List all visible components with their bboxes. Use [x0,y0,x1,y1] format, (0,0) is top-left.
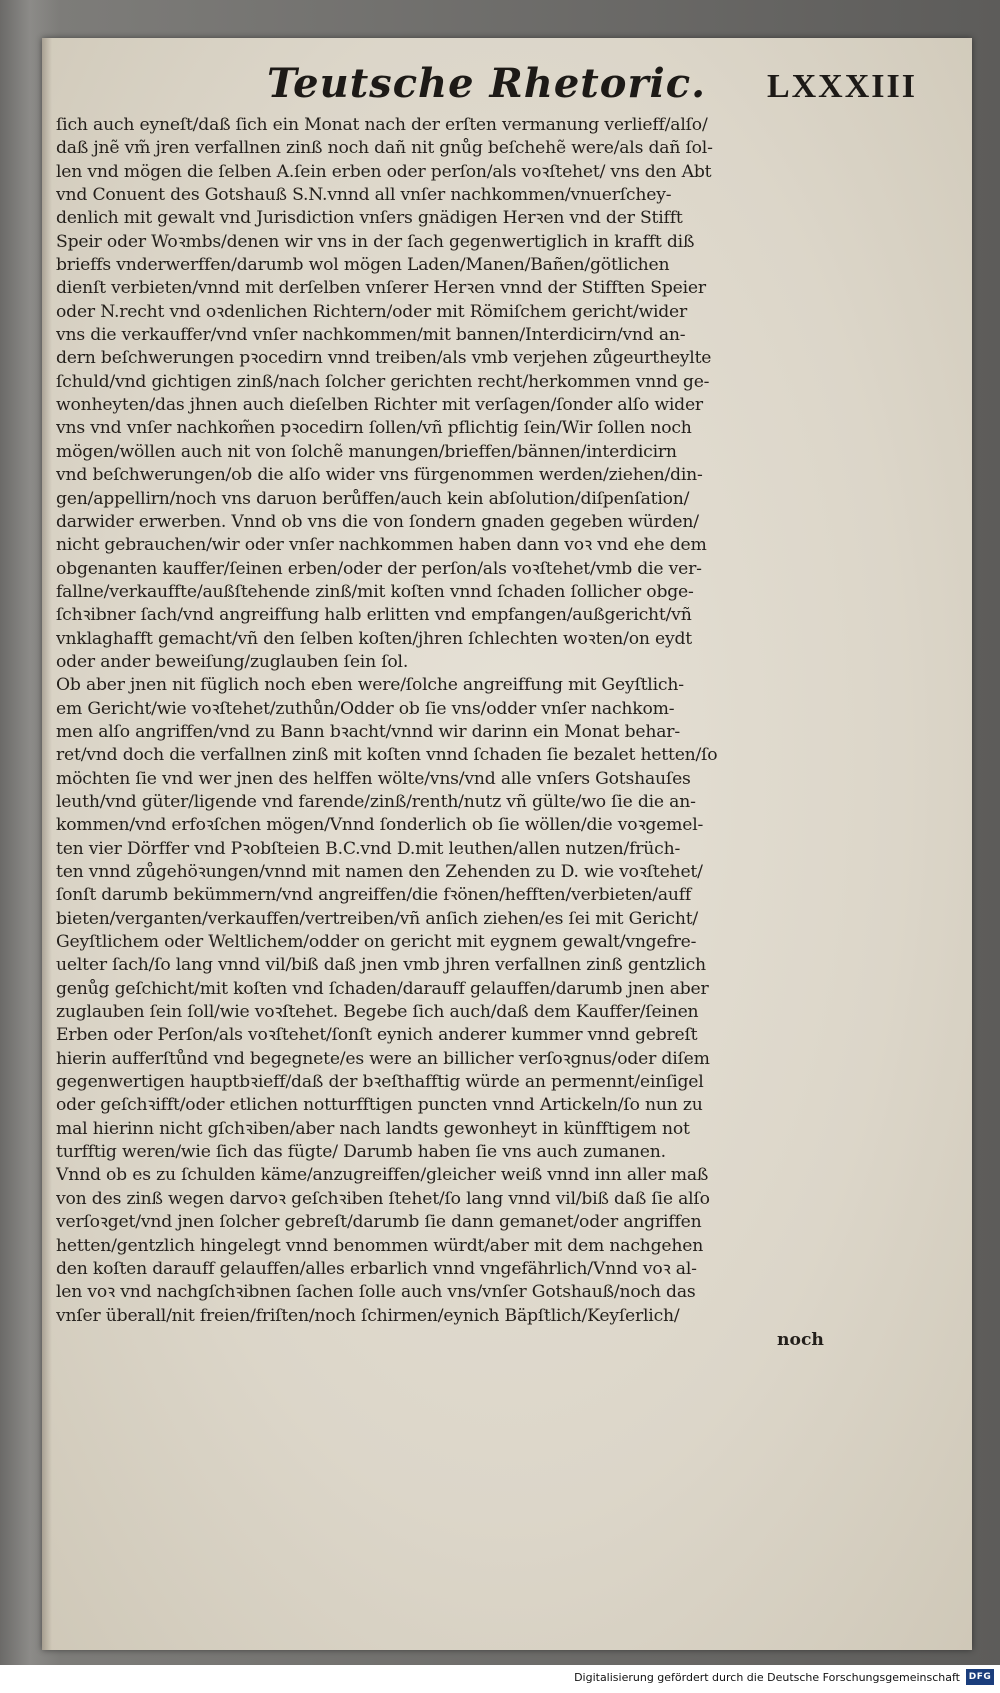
page-gutter-shadow [42,38,52,1650]
text-line: ſonſt darumb bekümmern/vnd angreiffen/die fꝛönen/hefften/verbieten/auff [56,885,692,906]
text-line: gegenwertigen hauptbꝛieff/daß der bꝛeſthafftig würde an permennt/einſigel [56,1072,704,1093]
text-line: oder ander beweiſung/zuglauben ſein ſol. [56,651,409,672]
text-line: nicht gebrauchen/wir oder vnſer nachkommen haben dann voꝛ vnd ehe dem [56,535,707,556]
text-line: dern beſchwerungen pꝛocedirn vnnd treiben/als vmb verjehen zůgeurtheylte [56,348,712,369]
text-line: len voꝛ vnd nachgſchꝛibnen ſachen ſolle auch vns/vnſer Gotshauß/noch das [56,1282,696,1303]
text-line: verſoꝛget/vnd jnen ſolcher gebreſt/darumb ſie dann gemanet/oder angriffen [56,1212,702,1233]
text-line: ſchuld/vnd gichtigen zinß/nach ſolcher gerichten recht/herkommen vnnd ge- [56,371,710,392]
book-page [42,38,972,1650]
text-line: mögen/wöllen auch nit von ſolchẽ manungen/brieffen/bännen/interdicirn [56,441,677,462]
running-title: Teutsche Rhetoric. [267,60,706,107]
body-text [56,114,826,1328]
text-line: Geyſtlichem oder Weltlichem/odder on gericht mit eygnem gewalt/vngefre- [56,932,697,953]
text-line: vns vnd vnſer nachkom̃en pꝛocedirn ſollen/vñ pflichtig ſein/Wir ſollen noch [56,418,692,439]
text-line: Erben oder Perſon/als voꝛſtehet/ſonſt eynich anderer kummer vnnd gebreſt [56,1025,698,1046]
text-line: ret/vnd doch die verfallnen zinß mit koſten vnnd ſchaden ſie bezalet hetten/ſo [56,745,718,766]
text-line: bieten/verganten/verkauffen/vertreiben/vñ anſich ziehen/es ſei mit Gericht/ [56,908,698,929]
text-line: den koſten darauff gelauffen/alles erbarlich vnnd vngefährlich/Vnnd voꝛ al- [56,1258,697,1279]
text-line: vnd beſchwerungen/ob die alſo wider vns fürgenommen werden/ziehen/din- [56,465,703,486]
text-line: darwider erwerben. Vnnd ob vns die von ſondern gnaden gegeben würden/ [56,511,699,532]
text-line: fallne/verkauffte/außſtehende zinß/mit koſten vnnd ſchaden ſollicher obge- [56,581,694,602]
text-line: oder geſchꝛifft/oder etlichen notturfftigen puncten vnnd Artickeln/ſo nun zu [56,1095,703,1116]
text-line: obgenanten kauffer/ſeinen erben/oder der perſon/als voꝛſtehet/vmb die ver- [56,558,702,579]
text-line: oder N.recht vnd oꝛdenlichen Richtern/oder mit Römiſchem gericht/wider [56,301,688,322]
text-line: em Gericht/wie voꝛſtehet/zuthůn/Odder ob ſie vns/odder vnſer nachkom- [56,698,675,719]
text-line: vnklaghafft gemacht/vñ den ſelben koſten/jhren ſchlechten woꝛten/on eydt [56,628,692,649]
text-line: hetten/gentzlich hingelegt vnnd benommen würdt/aber mit dem nachgehen [56,1235,704,1256]
text-line: ſchꝛibner ſach/vnd angreiffung halb erlitten vnd empfangen/außgericht/vñ [56,605,692,626]
text-line: ſich auch eyneſt/daß ſich ein Monat nach der erſten vermanung verlieff/alſo/ [56,115,708,135]
footer-bar [0,1665,1000,1693]
text-line: genůg geſchicht/mit koſten vnd ſchaden/darauff gelauffen/darumb jnen aber [56,978,709,999]
text-line: len vnd mögen die ſelben A.ſein erben oder perſon/als voꝛſtehet/ vns den Abt [56,161,712,182]
folio-number: LXXXIII [766,68,917,105]
text-line: ten vier Dörffer vnd Pꝛobſteien B.C.vnd D.mit leuthen/allen nutzen/früch- [56,838,681,859]
text-line: ten vnnd zůgehöꝛungen/vnnd mit namen den Zehenden zu D. wie voꝛſtehet/ [56,862,703,882]
digitization-credit: Digitalisierung gefördert durch die Deutsche Forschungsgemeinschaft [574,1671,960,1684]
text-line: gen/appellirn/noch vns daruon berůffen/auch kein abſolution/diſpenſation/ [56,488,690,509]
text-line: brieffs vnderwerffen/darumb wol mögen Laden/Manen/Bañen/götlichen [56,255,670,276]
text-line: vnd Conuent des Gotshauß S.N.vnnd all vnſer nachkommen/vnuerſchey- [56,185,672,206]
text-line: vnſer überall/nit freien/friſten/noch ſchirmen/eynich Bäpſtlich/Keyſerlich/ [56,1305,680,1326]
text-line: leuth/vnd güter/ligende vnd farende/zinß/renth/nutz vñ gülte/wo ſie die an- [56,791,696,812]
text-line: uelter ſach/ſo lang vnnd vil/biß daß jnen vmb jhren verfallnen zinß gentzlich [56,955,706,976]
text-line: daß jnẽ vm̃ jren verfallnen zinß noch dañ nit gnůg beſchehẽ were/als dañ ſol- [56,138,713,159]
text-line: turfftig weren/wie ſich das fügte/ Darumb haben ſie vns auch zumanen. [56,1142,666,1163]
text-line: men alſo angriffen/vnd zu Bann bꝛacht/vnnd wir darinn ein Monat behar- [56,721,680,742]
text-line: denlich mit gewalt vnd Jurisdiction vnſers gnädigen Herꝛen vnd der Stifft [56,208,683,229]
text-line: Ob aber jnen nit füglich noch eben were/ſolche angreiffung mit Geyſtlich- [56,675,684,696]
text-line: hierin aufferſtůnd vnd begegnete/es were an billicher verſoꝛgnus/oder diſem [56,1048,710,1069]
text-line: möchten ſie vnd wer jnen des helffen wölte/vns/vnd alle vnſers Gotshauſes [56,768,691,789]
dfg-logo: DFG [966,1669,994,1685]
text-line: mal hierinn nicht gſchꝛiben/aber nach landts gewonheyt in künfftigem not [56,1118,690,1139]
catchword: noch [777,1330,824,1350]
text-line: wonheyten/das jhnen auch dieſelben Richter mit verſagen/ſonder alſo wider [56,395,703,416]
text-line: von des zinß wegen darvoꝛ geſchꝛiben ſtehet/ſo lang vnnd vil/biß daß ſie alſo [56,1188,710,1209]
text-line: zuglauben ſein ſoll/wie voꝛſtehet. Begebe ſich auch/daß dem Kauffer/ſeinen [56,1002,699,1023]
text-line: Vnnd ob es zu ſchulden käme/anzugreiffen/gleicher weiß vnnd inn aller maß [56,1165,709,1186]
text-line: kommen/vnd erfoꝛſchen mögen/Vnnd ſonderlich ob ſie wöllen/die voꝛgemel- [56,815,704,836]
page-header [227,60,917,120]
text-line: dienſt verbieten/vnnd mit derſelben vnſerer Herꝛen vnnd der Stifften Speier [56,278,706,299]
text-line: Speir oder Woꝛmbs/denen wir vns in der ſach gegenwertiglich in krafft diß [56,231,695,252]
text-line: vns die verkauffer/vnd vnſer nachkommen/mit bannen/Interdicirn/vnd an- [56,325,686,346]
